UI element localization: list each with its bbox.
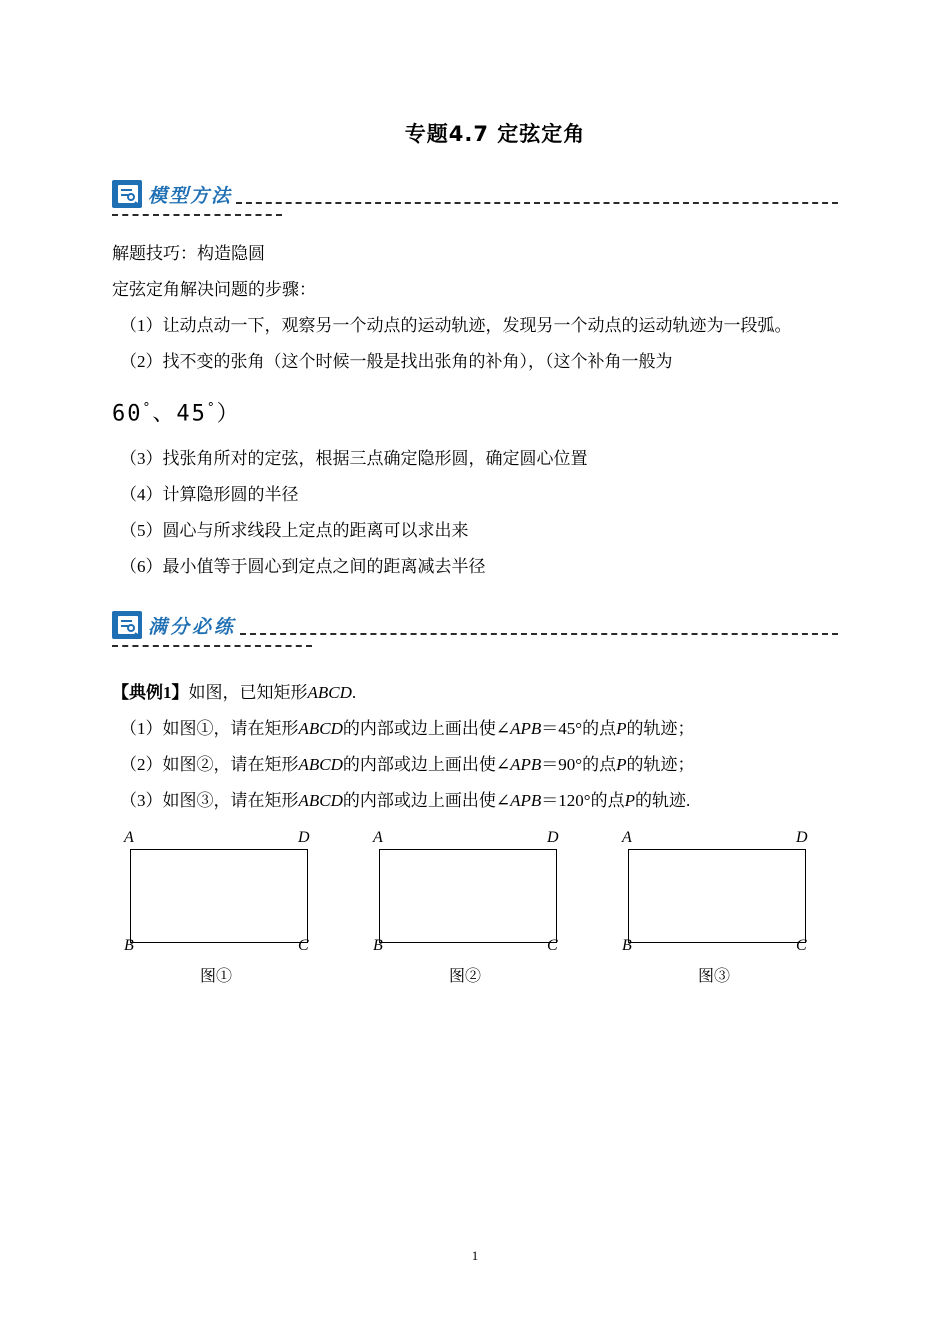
banner-underline — [112, 645, 312, 647]
section-label-full-score-practice: 满分必练 — [148, 616, 237, 639]
vertex-label-D: D — [796, 829, 808, 847]
step-4: （4）计算隐形圆的半径 — [120, 485, 299, 505]
item2-point: P — [616, 755, 627, 775]
item2-eq: ＝90°的点 — [541, 755, 617, 775]
model-method-body — [112, 236, 838, 585]
example-period: . — [351, 683, 357, 703]
section-banner-full-score-practice — [112, 607, 838, 641]
figure-3-canvas — [610, 829, 838, 961]
banner-dashed-line — [240, 633, 838, 635]
rectangle-abcd — [130, 849, 308, 943]
item2-angle: APB — [510, 755, 542, 775]
section-label-model-method: 模型方法 — [148, 185, 233, 207]
figure-2-caption: 图② — [448, 968, 481, 986]
item3-pre: （3）如图③，请在矩形 — [120, 791, 299, 811]
section-banner-model-method — [112, 176, 838, 210]
angle-60: 60 — [112, 401, 143, 427]
vertex-label-D: D — [547, 829, 559, 847]
item3-point: P — [624, 791, 635, 811]
banner-underline — [112, 214, 282, 216]
vertex-label-C: C — [796, 937, 807, 955]
step-5: （5）圆心与所求线段上定点的距离可以求出来 — [120, 521, 469, 541]
steps-heading: 定弦定角解决问题的步骤： — [112, 280, 316, 299]
example-item-3 — [112, 783, 838, 819]
degree-sign-2: ° — [206, 401, 217, 416]
rectangle-abcd — [379, 849, 557, 943]
item3-angle: APB — [510, 791, 542, 811]
item1-eq: ＝45°的点 — [541, 719, 617, 739]
item1-mid: 的内部或边上画出使∠ — [342, 719, 511, 739]
close-paren: ） — [216, 401, 241, 427]
vertex-label-C: C — [298, 937, 309, 955]
vertex-label-A: A — [373, 829, 383, 847]
figure-1-canvas — [112, 829, 340, 961]
document-search-icon — [112, 611, 146, 641]
example-label: 【典例1】 — [112, 683, 189, 703]
solution-technique-line: 解题技巧：构造隐圆 — [112, 244, 265, 263]
figure-row — [112, 829, 838, 986]
vertex-label-A: A — [622, 829, 632, 847]
example-rect-name: ABCD — [307, 683, 352, 703]
figure-2-canvas — [361, 829, 589, 961]
item1-post: 的轨迹； — [626, 719, 695, 739]
step-6: （6）最小值等于圆心到定点之间的距离减去半径 — [120, 557, 486, 577]
page-number: 1 — [471, 1248, 479, 1263]
item1-point: P — [616, 719, 627, 739]
page-title: 专题4.7 定弦定角 — [404, 122, 586, 146]
item2-rect: ABCD — [298, 755, 343, 775]
step-2: （2）找不变的张角（这个时候一般是找出张角的补角），（这个补角一般为 — [120, 352, 673, 371]
item2-pre: （2）如图②，请在矩形 — [120, 755, 299, 775]
angle-45: 、45 — [152, 401, 207, 427]
example-item-1 — [112, 711, 838, 747]
vertex-label-B: B — [622, 937, 632, 955]
item1-rect: ABCD — [298, 719, 343, 739]
figure-3-caption: 图③ — [697, 968, 730, 986]
vertex-label-B: B — [124, 937, 134, 955]
step-1: （1）让动点动一下，观察另一个动点的运动轨迹，发现另一个动点的运动轨迹为一段弧。 — [120, 316, 792, 335]
item3-eq: ＝120°的点 — [541, 791, 625, 811]
vertex-label-A: A — [124, 829, 134, 847]
rectangle-abcd — [628, 849, 806, 943]
item1-angle: APB — [510, 719, 542, 739]
item3-rect: ABCD — [298, 791, 343, 811]
item1-pre: （1）如图①，请在矩形 — [120, 719, 299, 739]
example-stem-text: 如图，已知矩形 — [188, 683, 308, 703]
angle-values — [112, 386, 838, 437]
item2-mid: 的内部或边上画出使∠ — [342, 755, 511, 775]
figure-1-caption: 图① — [199, 968, 232, 986]
item2-post: 的轨迹； — [626, 755, 695, 775]
example-block — [112, 675, 838, 819]
item3-mid: 的内部或边上画出使∠ — [342, 791, 511, 811]
step-3: （3）找张角所对的定弦，根据三点确定隐形圆，确定圆心位置 — [120, 449, 588, 469]
figure-2 — [361, 829, 589, 986]
item3-post: 的轨迹. — [635, 791, 691, 811]
banner-dashed-line — [236, 202, 838, 204]
document-search-icon — [112, 180, 146, 210]
figure-3 — [610, 829, 838, 986]
degree-sign-1: ° — [142, 401, 153, 416]
vertex-label-D: D — [298, 829, 310, 847]
example-stem — [112, 675, 838, 711]
vertex-label-C: C — [547, 937, 558, 955]
figure-1 — [112, 829, 340, 986]
vertex-label-B: B — [373, 937, 383, 955]
example-item-2 — [112, 747, 838, 783]
